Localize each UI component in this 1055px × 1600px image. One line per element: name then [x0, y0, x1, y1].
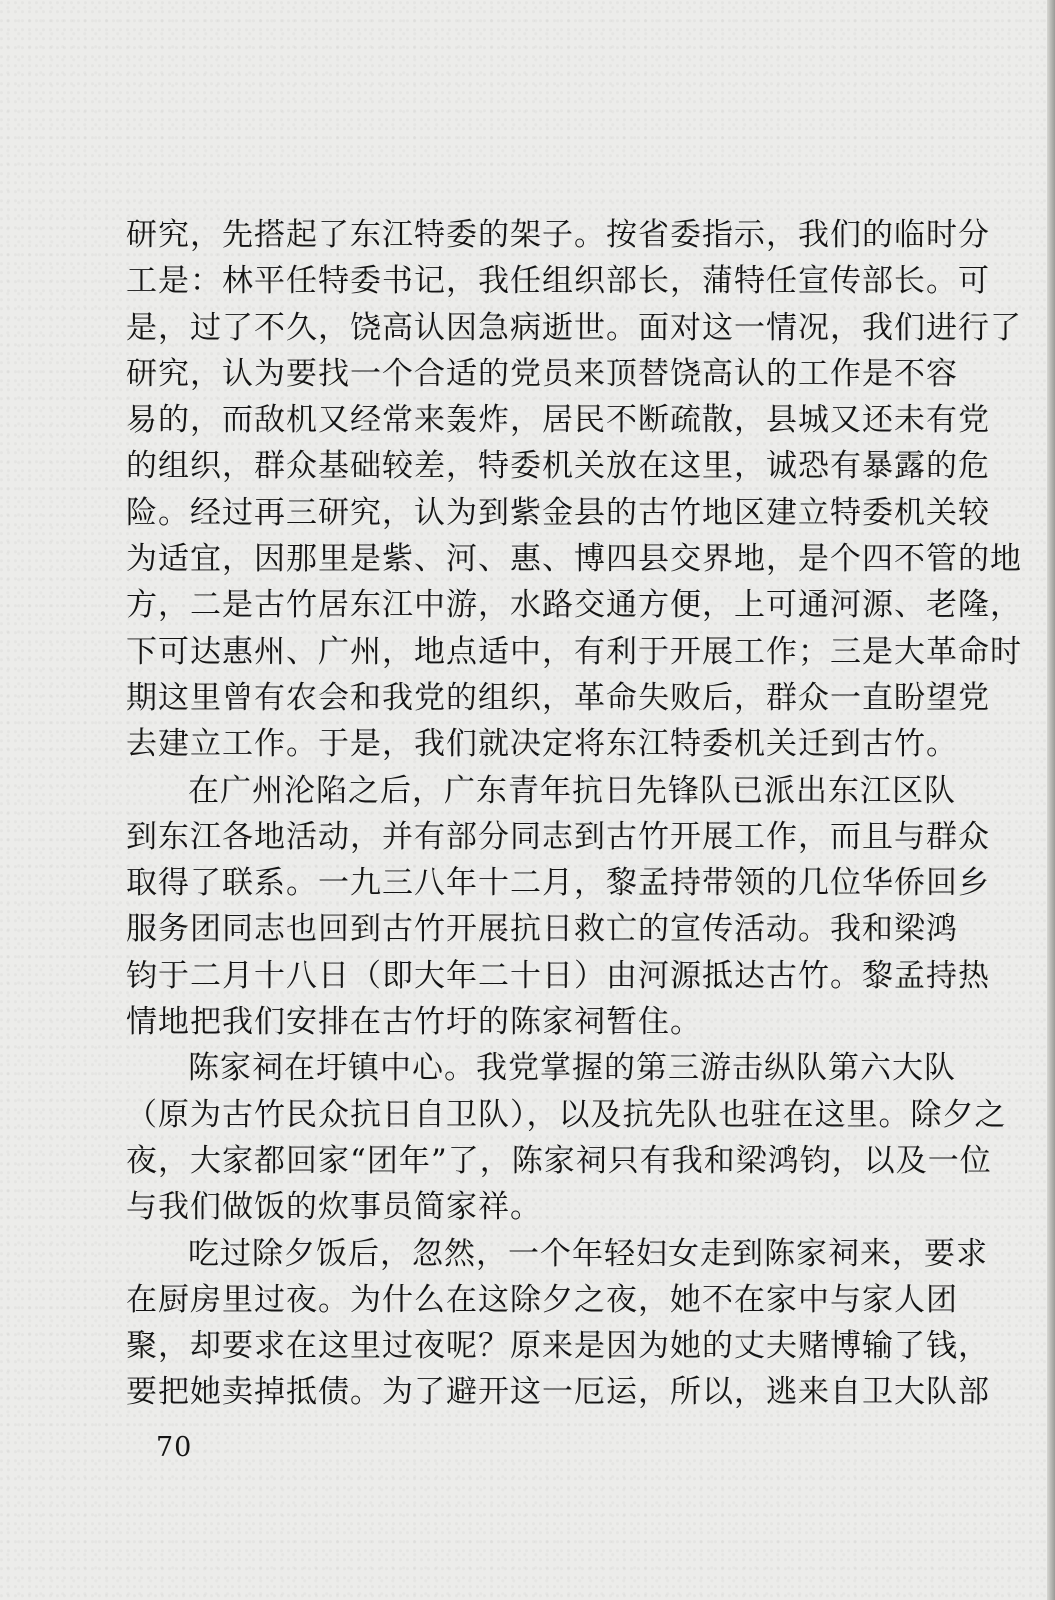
text-line: 是，过了不久，饶高认因急病逝世。面对这一情况，我们进行了	[126, 309, 1022, 346]
text-line: 研究，先搭起了东江特委的架子。按省委指示，我们的临时分	[126, 217, 990, 253]
paragraph-first-line: 陈家祠在圩镇中心。我党掌握的第三游击纵队第六大队	[188, 1050, 956, 1087]
text-line: 钧于二月十八日（即大年二十日）由河源抵达古竹。黎孟持热	[126, 957, 990, 994]
text-line: 到东江各地活动，并有部分同志到古竹开展工作，而且与群众	[126, 818, 990, 855]
text-line: 服务团同志也回到古竹开展抗日救亡的宣传活动。我和梁鸿	[126, 911, 958, 948]
text-line: 在厨房里过夜。为什么在这除夕之夜，她不在家中与家人团	[126, 1281, 958, 1318]
body-text	[126, 212, 1022, 1416]
text-line: 为适宜，因那里是紫、河、惠、博四县交界地，是个四不管的地	[126, 541, 1022, 578]
paragraph-first-line: 吃过除夕饭后，忽然，一个年轻妇女走到陈家祠来，要求	[188, 1235, 988, 1272]
text-line: 下可达惠州、广州，地点适中，有利于开展工作；三是大革命时	[126, 633, 1022, 670]
page-edge-shadow	[1047, 0, 1055, 1600]
text-line: 夜，大家都回家“团年”了，陈家祠只有我和梁鸿钧，以及一位	[126, 1142, 992, 1179]
paragraph-first-line: 在广州沦陷之后，广东青年抗日先锋队已派出东江区队	[188, 772, 956, 809]
text-line: （原为古竹民众抗日自卫队），以及抗先队也驻在这里。除夕之	[126, 1096, 1007, 1133]
text-line: 与我们做饭的炊事员简家祥。	[126, 1189, 542, 1226]
text-line: 险。经过再三研究，认为到紫金县的古竹地区建立特委机关较	[126, 494, 990, 531]
text-line: 去建立工作。于是，我们就决定将东江特委机关迁到古竹。	[126, 726, 958, 763]
text-line: 易的，而敌机又经常来轰炸，居民不断疏散，县城又还未有党	[126, 402, 990, 439]
text-line: 要把她卖掉抵债。为了避开这一厄运，所以，逃来自卫大队部	[126, 1374, 990, 1411]
text-line: 期这里曾有农会和我党的组织，革命失败后，群众一直盼望党	[126, 679, 990, 716]
text-line: 工是：林平任特委书记，我任组织部长，蒲特任宣传部长。可	[126, 263, 990, 300]
text-line: 的组织，群众基础较差，特委机关放在这里，诚恐有暴露的危	[126, 448, 990, 485]
page-number: 70	[156, 1432, 193, 1463]
text-line: 研究，认为要找一个合适的党员来顶替饶高认的工作是不容	[126, 355, 958, 392]
text-line: 聚，却要求在这里过夜呢？原来是因为她的丈夫赌博输了钱，	[126, 1328, 990, 1365]
text-line: 情地把我们安排在古竹圩的陈家祠暂住。	[126, 1004, 702, 1041]
text-line: 方，二是古竹居东江中游，水路交通方便，上可通河源、老隆，	[126, 587, 1022, 624]
text-line: 取得了联系。一九三八年十二月，黎孟持带领的几位华侨回乡	[126, 865, 990, 902]
